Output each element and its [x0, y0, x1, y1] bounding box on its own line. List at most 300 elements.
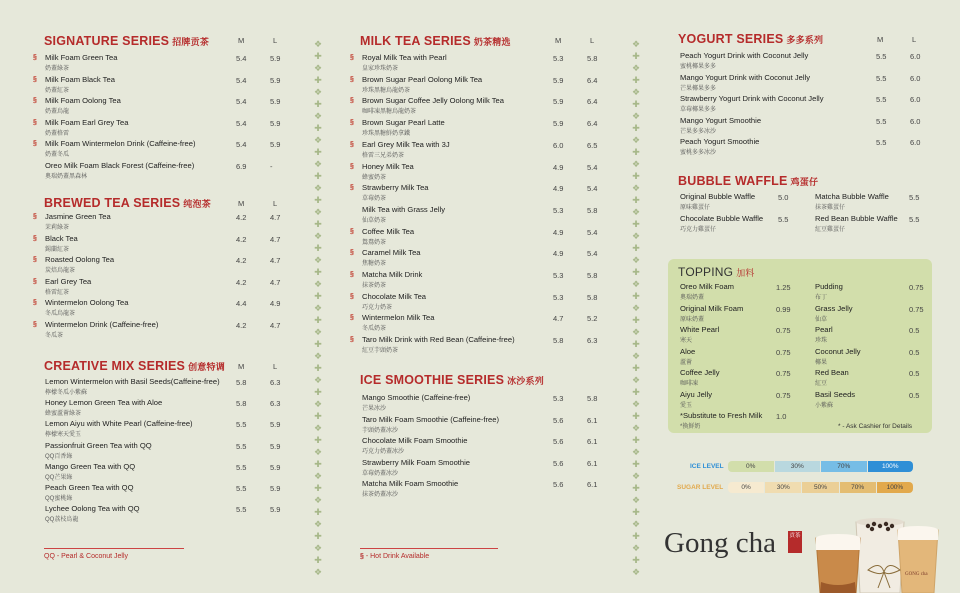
price-m: 5.5 — [876, 116, 887, 126]
l-header: L — [273, 199, 278, 208]
hot-icon: § — [350, 75, 354, 83]
hot-icon: § — [33, 97, 37, 104]
menu-item — [680, 51, 921, 73]
hot-icon: § — [33, 277, 37, 285]
item-name-zh: 檸檬寒天愛玉 — [45, 432, 82, 439]
price-m: 5.5 — [876, 138, 887, 147]
price-m: 5.5 — [236, 441, 247, 451]
item-name: Grass Jelly — [815, 303, 853, 313]
ice-level-segment: 0% — [728, 461, 774, 472]
menu-item — [350, 118, 598, 140]
item-name-zh: 奧瑞奶蓋 — [680, 295, 705, 301]
m-header: M — [238, 36, 245, 45]
price-m: 5.6 — [553, 437, 564, 447]
item-name-zh: 冬瓜奶茶 — [362, 326, 387, 333]
menu-item — [350, 291, 598, 314]
item-name-zh: 冬瓜茶 — [45, 332, 64, 339]
price-l: 6.0 — [910, 116, 921, 126]
price: 0.5 — [909, 390, 920, 400]
price-l: 5.9 — [270, 97, 281, 106]
menu-item — [362, 436, 598, 458]
item-name-zh: 紅豆 — [815, 381, 828, 387]
menu-item — [680, 72, 921, 95]
topping-item — [680, 304, 800, 326]
item-name: Lemon Wintermelon with Basil Seeds(Caffeine-free) — [45, 377, 220, 386]
price-l: 6.4 — [587, 97, 598, 107]
hot-footnote: § - Hot Drink Available — [360, 553, 430, 560]
price-m: 4.2 — [236, 256, 247, 265]
item-name-zh: 愛玉 — [680, 402, 693, 409]
item-name: Coffee Milk Tea — [362, 226, 415, 236]
price-l: 6.1 — [587, 437, 598, 447]
item-name-zh: 焦糖奶茶 — [362, 261, 387, 268]
qq-footnote: QQ - Pearl & Coconut Jelly — [44, 553, 129, 560]
ice-level-segment: 100% — [868, 461, 914, 472]
item-name-zh: 布丁 — [815, 295, 828, 301]
price-m: 4.7 — [553, 314, 564, 324]
sugar-level-segment: 50% — [802, 482, 838, 493]
price-m: 6.0 — [553, 140, 564, 150]
item-name: Milk Foam Green Tea — [45, 53, 118, 62]
menu-item — [350, 270, 598, 292]
hot-icon: § — [350, 97, 354, 105]
hot-icon: § — [350, 249, 354, 257]
item-name-zh: 蜂蜜蘆薈綠茶 — [45, 411, 82, 418]
item-name: Roasted Oolong Tea — [45, 255, 115, 264]
item-name-zh: 芒果多多冰沙 — [680, 128, 717, 135]
item-name: Lemon Aiyu with White Pearl (Caffeine-free) — [45, 419, 193, 429]
item-name-zh: 仙草 — [815, 316, 828, 323]
topping-item — [815, 368, 935, 390]
item-name-zh: 寒天 — [680, 338, 693, 344]
menu-item — [362, 204, 598, 227]
price-l: 6.0 — [910, 95, 921, 104]
menu-item — [350, 183, 598, 205]
item-name: Aloe — [680, 346, 696, 356]
item-name: Coconut Jelly — [815, 346, 861, 356]
item-name-zh: 奶蓋紅茶 — [45, 87, 70, 94]
hot-icon: § — [350, 184, 354, 192]
footnote-divider — [44, 548, 184, 549]
item-name: Coffee Jelly — [680, 368, 720, 377]
item-name-zh: 芒果椰果多多 — [680, 85, 717, 92]
price: 0.5 — [909, 369, 920, 378]
item-name-zh: 椰果 — [815, 359, 828, 366]
item-name: Peach Yogurt Smoothie — [680, 137, 760, 146]
item-name-zh: 芒果冰沙 — [362, 406, 387, 412]
item-name: Oreo Milk Foam — [680, 282, 735, 291]
hot-icon: § — [33, 234, 37, 242]
price-m: 5.5 — [236, 462, 247, 472]
price-l: 6.1 — [587, 415, 598, 425]
item-name: Jasmine Green Tea — [45, 212, 111, 221]
item-name: Matcha Milk Foam Smoothie — [362, 479, 459, 489]
price-m: 5.4 — [236, 75, 247, 85]
item-name: Red Bean Bubble Waffle — [815, 214, 898, 223]
item-name: Milk Foam Black Tea — [45, 74, 115, 84]
menu-item — [45, 504, 281, 526]
ice-level-label: ICE LEVEL — [690, 463, 724, 470]
price: 5.0 — [778, 193, 789, 202]
menu-item — [33, 319, 281, 342]
item-name: Chocolate Bubble Waffle — [680, 214, 764, 223]
topping-item — [815, 390, 935, 412]
item-name: Aiyu Jelly — [680, 389, 713, 399]
menu-item — [350, 335, 598, 357]
menu-item — [680, 192, 800, 214]
price-l: 6.3 — [587, 336, 598, 346]
price-l: 6.4 — [587, 119, 598, 129]
item-name: Mango Smoothie (Caffeine-free) — [362, 393, 471, 402]
hot-icon: § — [350, 314, 354, 322]
sugar-level-label: SUGAR LEVEL — [677, 484, 724, 491]
item-name-zh: 珍珠黑糖烏龍奶茶 — [362, 87, 411, 94]
price-l: 6.0 — [910, 138, 921, 147]
price-l: 4.7 — [270, 277, 281, 287]
menu-item — [362, 414, 598, 437]
item-name: Royal Milk Tea with Pearl — [362, 53, 447, 62]
item-name: Strawberry Milk Foam Smoothie — [362, 457, 471, 467]
item-name: Black Tea — [45, 233, 78, 243]
price-m: 6.9 — [236, 161, 247, 171]
price-l: 5.9 — [270, 75, 281, 85]
price-l: 5.9 — [270, 462, 281, 472]
l-header: L — [590, 36, 595, 45]
hot-icon: § — [33, 320, 37, 328]
ice-level-segment: 70% — [821, 461, 867, 472]
price: 5.5 — [778, 215, 789, 224]
item-name-zh: 茉莉綠茶 — [45, 225, 70, 231]
price-l: 4.7 — [270, 320, 281, 330]
item-name-zh: 草莓奶茶 — [362, 196, 387, 203]
item-name-zh: 奶蓋冬瓜 — [45, 152, 70, 158]
menu-item — [350, 96, 598, 118]
price-l: 5.8 — [587, 54, 598, 63]
hot-icon: § — [350, 140, 354, 148]
menu-item — [45, 461, 281, 484]
price-l: - — [270, 161, 273, 171]
price-m: 4.9 — [553, 184, 564, 194]
item-name: Mango Green Tea with QQ — [45, 461, 136, 471]
item-name-zh: QQ蜜桃綠 — [45, 496, 73, 502]
item-name-zh: 鴛鴦奶茶 — [362, 239, 387, 246]
item-name-zh: 珍珠黑糖鮮奶拿鐵 — [362, 131, 411, 138]
hot-icon: § — [350, 271, 354, 278]
price-l: 6.0 — [910, 52, 921, 61]
menu-item — [350, 248, 598, 270]
item-name: Passionfruit Green Tea with QQ — [45, 440, 152, 450]
drink-cups-image — [808, 512, 960, 593]
price-m: 5.5 — [876, 73, 887, 83]
item-name: Milk Foam Oolong Tea — [45, 96, 121, 105]
item-name: Milk Foam Earl Grey Tea — [45, 117, 129, 127]
price-m: 5.9 — [553, 97, 564, 107]
item-name-zh: 紅豆芋頭奶茶 — [362, 348, 399, 355]
footnote-divider — [360, 548, 498, 549]
price: 0.75 — [776, 326, 791, 335]
item-name-zh: 抹茶雞蛋仔 — [815, 205, 846, 211]
price-l: 4.7 — [270, 256, 281, 265]
menu-item — [362, 393, 598, 415]
l-header: L — [273, 362, 278, 371]
price-l: 5.4 — [587, 184, 598, 194]
item-name-zh: 奶蓋綠茶 — [45, 66, 70, 72]
item-name: Peach Yogurt Drink with Coconut Jelly — [680, 51, 809, 60]
menu-item — [350, 139, 598, 162]
item-name: White Pearl — [680, 325, 720, 334]
price: 0.75 — [776, 369, 791, 378]
milk-tea-series-title: MILK TEA SERIES 奶茶精选 — [360, 34, 511, 48]
price: 0.75 — [776, 390, 791, 400]
item-name: Milk Tea with Grass Jelly — [362, 204, 445, 214]
hot-icon: § — [33, 118, 37, 126]
price-m: 5.3 — [553, 292, 564, 302]
menu-item — [362, 479, 598, 501]
menu-item — [33, 74, 281, 97]
item-name: Milk Foam Wintermelon Drink (Caffeine-free) — [45, 139, 196, 148]
item-name-zh: QQ芒果綠 — [45, 474, 73, 481]
item-name-zh: 抹茶奶茶 — [362, 283, 387, 289]
item-name-zh: 咖啡凍黑糖烏龍奶茶 — [362, 109, 417, 116]
item-name: Lychee Oolong Tea with QQ — [45, 504, 140, 514]
price-m: 5.4 — [236, 118, 247, 128]
sugar-level-segment: 0% — [728, 482, 764, 493]
cup-label: GONG cha — [905, 572, 928, 577]
item-name: Strawberry Milk Tea — [362, 183, 429, 193]
item-name-zh: 奶蓋格雷 — [45, 130, 70, 137]
price-m: 5.4 — [236, 54, 247, 63]
item-name: Wintermelon Drink (Caffeine-free) — [45, 319, 159, 329]
decorative-divider: ❖ ✚ ❖ ✚ ❖ ✚ ❖ ✚ ❖ ✚ ❖ ✚ ❖ ✚ ❖ ✚ ❖ ✚ ❖ ✚ ❖ ✚ ❖ ✚ ❖ ✚ ❖ ✚ ❖ ✚ ❖ ✚ ❖ ✚ ❖ ✚ ❖ ✚ ❖ ✚ ❖ ✚ ❖ ✚ ❖ — [313, 39, 323, 577]
item-name-zh: QQ荔枝烏龍 — [45, 517, 79, 524]
price-l: 5.8 — [587, 292, 598, 302]
price-m: 4.4 — [236, 299, 247, 308]
menu-item — [680, 214, 800, 236]
item-name-zh: 抹茶奶蓋冰沙 — [362, 492, 399, 499]
price-m: 4.2 — [236, 234, 247, 244]
hot-icon: § — [350, 162, 354, 170]
price-m: 5.8 — [553, 336, 564, 346]
price-m: 5.3 — [553, 271, 564, 280]
item-name-zh: 炭焙烏龍茶 — [45, 268, 76, 274]
price-l: 5.2 — [587, 314, 598, 324]
topping-item — [815, 304, 935, 326]
hot-icon: § — [33, 54, 37, 61]
menu-item — [45, 160, 273, 183]
hot-icon: § — [33, 140, 37, 147]
hot-icon: § — [350, 292, 354, 300]
brewed-series-title: BREWED TEA SERIES 纯泡茶 — [44, 196, 211, 210]
gong-cha-logo: Gong cha — [664, 527, 776, 559]
menu-item — [680, 137, 921, 159]
signature-series-title: SIGNATURE SERIES 招牌贡茶 — [44, 34, 210, 48]
price: 0.5 — [909, 347, 920, 357]
price-m: 5.9 — [553, 119, 564, 129]
price: 1.0 — [776, 412, 787, 421]
price-l: 5.9 — [270, 54, 281, 63]
decorative-divider: ❖ ✚ ❖ ✚ ❖ ✚ ❖ ✚ ❖ ✚ ❖ ✚ ❖ ✚ ❖ ✚ ❖ ✚ ❖ ✚ ❖ ✚ ❖ ✚ ❖ ✚ ❖ ✚ ❖ ✚ ❖ ✚ ❖ ✚ ❖ ✚ ❖ ✚ ❖ ✚ ❖ ✚ ❖ ✚ ❖ — [631, 39, 641, 577]
item-name: Chocolate Milk Tea — [362, 291, 427, 301]
item-name: Brown Sugar Pearl Oolong Milk Tea — [362, 74, 483, 84]
price-l: 4.7 — [270, 213, 281, 222]
item-name: Basil Seeds — [815, 389, 856, 399]
menu-item — [45, 440, 281, 463]
price-l: 5.9 — [270, 140, 281, 149]
price-l: 5.9 — [270, 441, 281, 451]
hot-icon: § — [360, 553, 366, 560]
price-m: 5.5 — [236, 420, 247, 430]
price-l: 5.9 — [270, 484, 281, 493]
menu-item — [350, 226, 598, 249]
item-name: Brown Sugar Pearl Latte — [362, 118, 445, 128]
menu-item — [680, 115, 921, 138]
menu-item — [33, 212, 281, 234]
price-l: 6.1 — [587, 458, 598, 468]
item-name-zh: 仙草奶茶 — [362, 217, 387, 224]
menu-item — [33, 96, 281, 118]
price-m: 5.5 — [236, 505, 247, 515]
price-l: 5.9 — [270, 505, 281, 515]
item-name: Mango Yogurt Drink with Coconut Jelly — [680, 72, 811, 82]
topping-item — [680, 390, 800, 412]
item-name: Strawberry Yogurt Drink with Coconut Jelly — [680, 94, 824, 103]
menu-item — [33, 298, 281, 320]
price-m: 4.9 — [553, 162, 564, 172]
price-m: 5.6 — [553, 415, 564, 425]
item-name: Chocolate Milk Foam Smoothie — [362, 436, 468, 446]
item-name-zh: 蘆薈 — [680, 359, 693, 366]
price-m: 5.5 — [876, 52, 887, 61]
topping-item — [680, 282, 800, 304]
price-m: 5.6 — [553, 480, 564, 490]
menu-item — [815, 214, 935, 236]
price-l: 5.9 — [270, 420, 281, 430]
price-m: 5.4 — [236, 97, 247, 106]
item-name-zh: 巧克力雞蛋仔 — [680, 227, 717, 233]
menu-item — [33, 255, 281, 277]
price-m: 4.2 — [236, 277, 247, 287]
menu-item — [33, 139, 281, 161]
item-name: Earl Grey Milk Tea with 3J — [362, 139, 450, 149]
price-m: 4.9 — [553, 249, 564, 259]
price-l: 5.8 — [587, 205, 598, 215]
item-name: Caramel Milk Tea — [362, 248, 421, 258]
item-name-zh: 紅豆雞蛋仔 — [815, 227, 846, 233]
topping-title: TOPPING 加料 — [678, 265, 755, 279]
topping-item — [680, 347, 800, 369]
price: 0.75 — [776, 347, 791, 357]
menu-item — [815, 192, 935, 214]
item-name: Oreo Milk Foam Black Forest (Caffeine-free) — [45, 160, 195, 170]
hot-icon: § — [350, 119, 354, 127]
price-l: 6.5 — [587, 140, 598, 150]
topping-item — [680, 411, 800, 433]
item-name-zh: 珍珠 — [815, 338, 828, 344]
price-m: 5.3 — [553, 205, 564, 215]
sugar-level-segment: 100% — [877, 482, 913, 493]
price-l: 6.3 — [270, 399, 281, 409]
item-name-zh: 芋頭奶蓋冰沙 — [362, 427, 399, 434]
topping-item — [680, 325, 800, 347]
item-name-zh: 奧瑞奶蓋黑森林 — [45, 173, 88, 180]
ask-cashier-note: * - Ask Cashier for Details — [838, 423, 913, 430]
sugar-level-segment: 70% — [840, 482, 876, 493]
item-name: Earl Grey Tea — [45, 276, 92, 286]
hot-icon: § — [350, 227, 354, 235]
menu-item — [45, 419, 281, 441]
price-m: 4.2 — [236, 320, 247, 330]
item-name: Matcha Bubble Waffle — [815, 192, 889, 201]
hot-icon: § — [350, 336, 354, 344]
price: 0.75 — [909, 304, 924, 314]
item-name: Peach Green Tea with QQ — [45, 483, 134, 492]
price: 1.25 — [776, 283, 791, 292]
item-name-zh: 小紫蘇 — [815, 402, 834, 409]
menu-item — [33, 117, 281, 140]
item-name-zh: 草莓奶蓋冰沙 — [362, 470, 399, 477]
m-header: M — [555, 36, 562, 45]
topping-item — [680, 368, 800, 390]
price-m: 5.3 — [553, 54, 564, 63]
bubble-waffle-title: BUBBLE WAFFLE 鸡蛋仔 — [678, 174, 819, 188]
menu-item — [45, 398, 281, 420]
price-l: 5.9 — [270, 118, 281, 128]
item-name-zh: 奶蓋烏龍 — [45, 109, 70, 115]
price-m: 5.3 — [553, 394, 564, 403]
menu-item — [362, 457, 598, 480]
hot-icon: § — [33, 299, 37, 306]
menu-item — [350, 74, 598, 97]
item-name-zh: 格雷三兄弟奶茶 — [362, 152, 405, 159]
sugar-level-segment: 30% — [765, 482, 801, 493]
item-name: Wintermelon Milk Tea — [362, 313, 435, 323]
item-name-zh: 蜂蜜奶茶 — [362, 174, 387, 181]
menu-item — [33, 233, 281, 256]
menu-item — [350, 161, 598, 184]
item-name: *Substitute to Fresh Milk — [680, 411, 763, 420]
menu-item — [680, 94, 921, 116]
price: 0.5 — [909, 326, 920, 335]
item-name: Honey Milk Tea — [362, 161, 414, 171]
item-name: Original Bubble Waffle — [680, 192, 756, 201]
price-m: 5.9 — [553, 75, 564, 85]
price-m: 5.5 — [876, 95, 887, 104]
gong-cha-seal: 貢茶 — [788, 531, 802, 553]
item-name-zh: QQ百香綠 — [45, 453, 73, 460]
item-name: Original Milk Foam — [680, 303, 744, 313]
menu-item — [33, 53, 281, 75]
item-name-zh: 巧克力奶蓋冰沙 — [362, 449, 405, 456]
item-name-zh: 原味奶蓋 — [680, 316, 705, 323]
item-name-zh: 原味雞蛋仔 — [680, 205, 711, 211]
price-l: 5.4 — [587, 162, 598, 172]
price-l: 6.4 — [587, 75, 598, 85]
price-l: 6.3 — [270, 378, 281, 387]
item-name: Pearl — [815, 325, 833, 334]
l-header: L — [273, 36, 278, 45]
item-name: Wintermelon Oolong Tea — [45, 298, 129, 307]
price-m: 5.4 — [236, 140, 247, 149]
price-l: 5.8 — [587, 271, 598, 280]
price-l: 4.7 — [270, 234, 281, 244]
item-name-zh: 檸檬冬瓜小紫蘇 — [45, 390, 88, 396]
item-name-zh: 錫蘭紅茶 — [45, 246, 70, 253]
m-header: M — [238, 199, 245, 208]
l-header: L — [912, 35, 917, 44]
item-name-zh: *換鮮奶 — [680, 424, 701, 430]
item-name: Mango Yogurt Smoothie — [680, 115, 762, 125]
price-l: 5.4 — [587, 249, 598, 259]
